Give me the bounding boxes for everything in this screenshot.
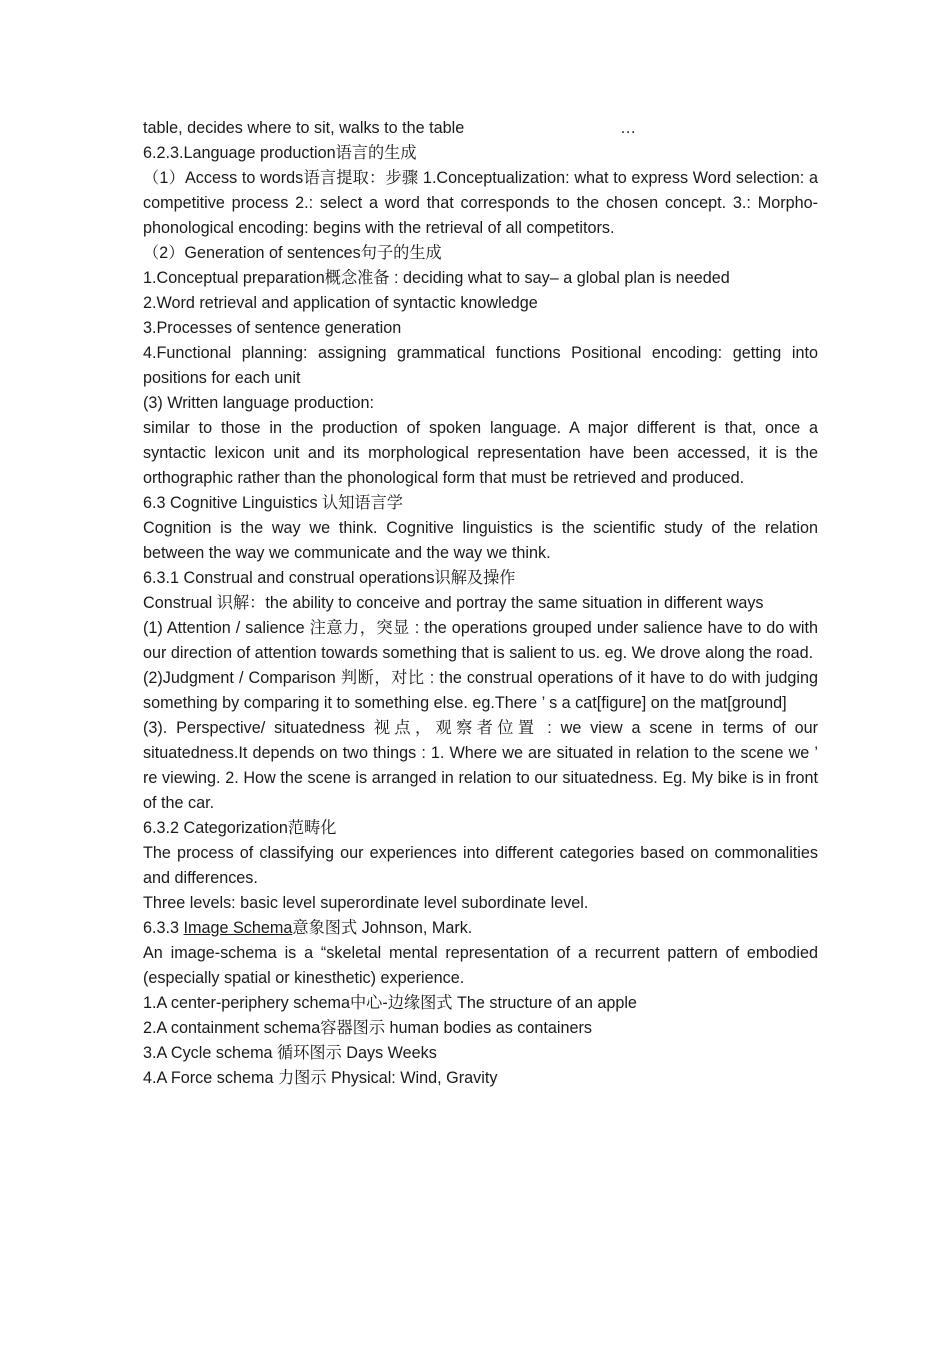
image-schema-term: Image Schema (183, 919, 293, 937)
document-body (143, 116, 818, 1091)
section-heading-6-3-2: 6.3.2 Categorization范畴化 (143, 819, 337, 837)
subheading-generation-of-sentences: （2）Generation of sentences句子的生成 (143, 244, 442, 262)
list-item: 2.A containment schema容器图示 human bodies as containers (143, 1019, 592, 1037)
section-heading-6-3: 6.3 Cognitive Linguistics 认知语言学 (143, 494, 403, 512)
text-line: 1.Conceptual preparation概念准备 : deciding what to say– a global plan is needed (143, 269, 730, 287)
paragraph-perspective: (3). Perspective/ situatedness 视点，观察者位置 : we view a scene in terms of our situatedness.It depends on two things : 1. Where we are situated in relation to the scene we ’ re viewing. 2. How the scene is arranged in relation to our situatedness. Eg. My bike is in front of the car. (143, 719, 818, 812)
list-item: 3.A Cycle schema 循环图示 Days Weeks (143, 1044, 437, 1062)
ellipsis-mark: … (620, 119, 637, 137)
text-line: 3.Processes of sentence generation (143, 319, 402, 337)
paragraph-attention-salience: (1) Attention / salience 注意力，突显 : the operations grouped under salience have to do with our direction of attention towards something that is salient to us. eg. We drove along the road. (143, 619, 818, 662)
paragraph-access-to-words: （1）Access to words语言提取：步骤 1.Conceptualization: what to express Word selection: a competitive process 2.: select a word that corresponds to the chosen concept. 3.: Morpho-phonological encoding: begins with the retrieval of all competitors. (143, 169, 818, 237)
paragraph-written-production: similar to those in the production of spoken language. A major different is that, once a syntactic lexicon unit and its morphological representation have been accessed, it is the orthographic rather than the phonological form that must be retrieved and produced. (143, 419, 818, 487)
text-line-three-levels: Three levels: basic level superordinate level subordinate level. (143, 894, 589, 912)
heading-rest: 意象图式 Johnson, Mark. (292, 919, 473, 937)
paragraph-cognition: Cognition is the way we think. Cognitive linguistics is the scientific study of the relation between the way we communicate and the way we think. (143, 519, 818, 562)
line-text: table, decides where to sit, walks to the table (143, 119, 465, 137)
text-line (143, 116, 818, 141)
list-item: 1.A center-periphery schema中心-边缘图式 The structure of an apple (143, 994, 637, 1012)
paragraph-image-schema: An image-schema is a “skeletal mental representation of a recurrent pattern of embodied (especially spatial or kinesthetic) experience. (143, 944, 818, 987)
text-line: 2.Word retrieval and application of syntactic knowledge (143, 294, 538, 312)
paragraph-categorization: The process of classifying our experiences into different categories based on commonalities and differences. (143, 844, 818, 887)
section-heading-6-3-3 (143, 916, 818, 941)
list-item: 4.A Force schema 力图示 Physical: Wind, Gravity (143, 1069, 498, 1087)
paragraph-construal: Construal 识解：the ability to conceive and portray the same situation in different ways (143, 594, 764, 612)
section-heading-6-3-1: 6.3.1 Construal and construal operations识解及操作 (143, 569, 516, 587)
paragraph-judgment-comparison: (2)Judgment / Comparison 判断，对比 : the construal operations of it have to do with judging something by comparing it to something else. eg.There ’ s a cat[figure] on the mat[ground] (143, 669, 818, 712)
heading-number: 6.3.3 (143, 919, 184, 937)
paragraph-functional-planning: 4.Functional planning: assigning grammatical functions Positional encoding: getting into positions for each unit (143, 344, 818, 387)
subheading-written-language: (3) Written language production: (143, 394, 374, 412)
section-heading-6-2-3: 6.2.3.Language production语言的生成 (143, 144, 417, 162)
